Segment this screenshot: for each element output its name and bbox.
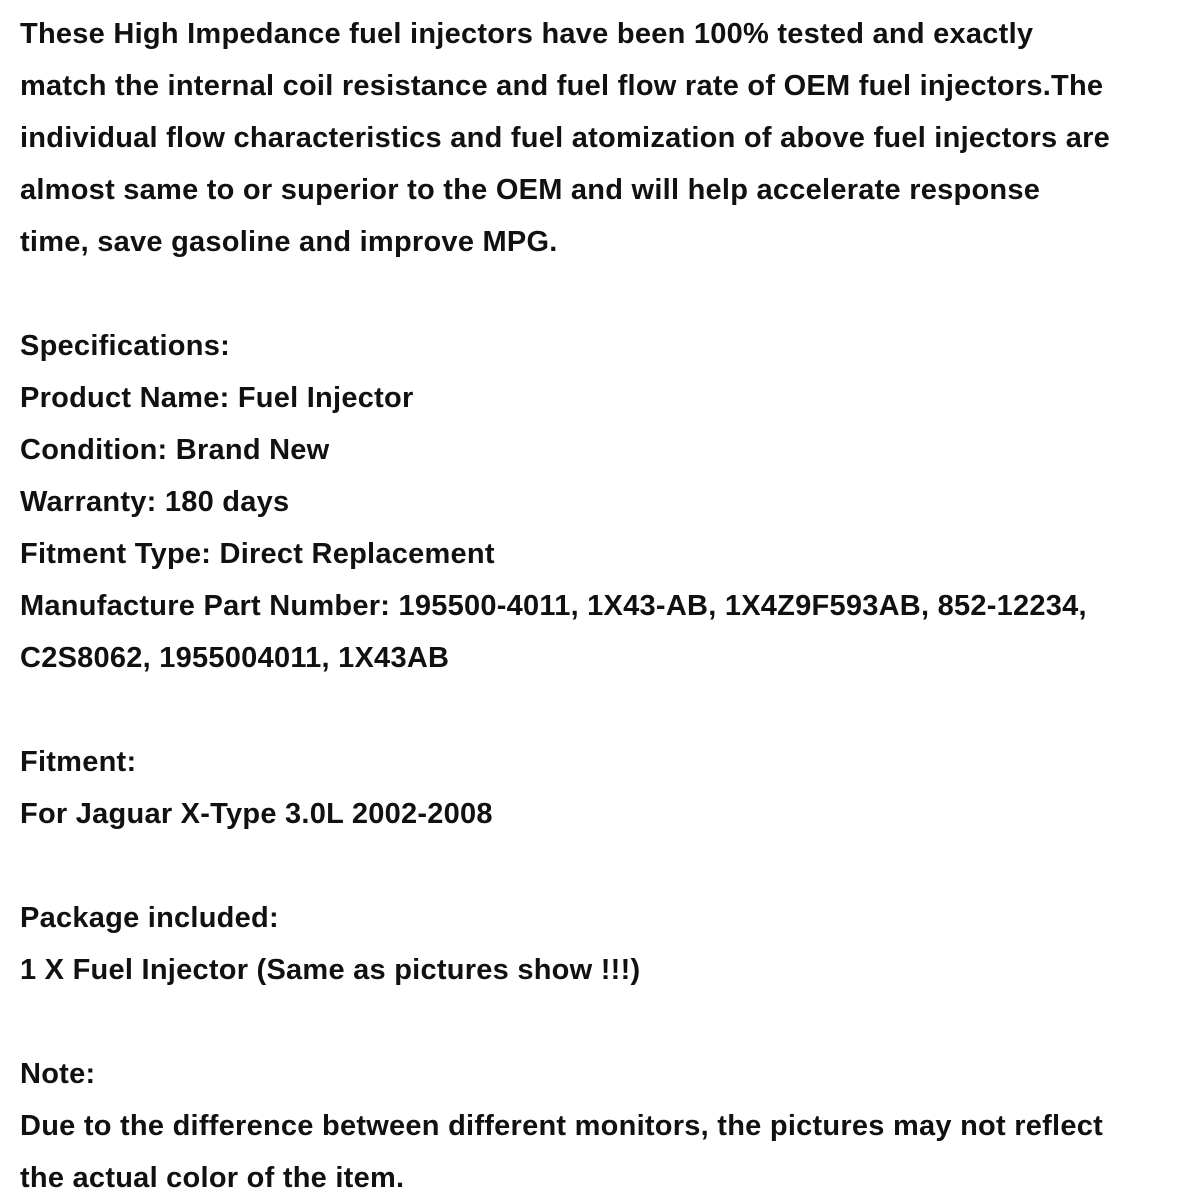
intro-line: time, save gasoline and improve MPG. [20, 226, 558, 258]
section-spacer [20, 268, 1195, 320]
product-description [20, 8, 1195, 1204]
package-heading: Package included: [20, 902, 279, 934]
spec-condition: Condition: Brand New [20, 434, 330, 466]
intro-line: These High Impedance fuel injectors have been 100% tested and exactly [20, 18, 1034, 50]
section-spacer [20, 996, 1195, 1048]
spec-warranty: Warranty: 180 days [20, 486, 290, 518]
intro-paragraph [20, 8, 1195, 268]
spec-part-numbers: Manufacture Part Number: 195500-4011, 1X43-AB, 1X4Z9F593AB, 852-12234, [20, 590, 1087, 622]
fitment-heading: Fitment: [20, 746, 137, 778]
spec-product-name: Product Name: Fuel Injector [20, 382, 414, 414]
section-spacer [20, 684, 1195, 736]
note-section [20, 1048, 1195, 1204]
specifications-heading: Specifications: [20, 330, 231, 362]
fitment-vehicle: For Jaguar X-Type 3.0L 2002-2008 [20, 798, 493, 830]
spec-part-numbers-continued: C2S8062, 1955004011, 1X43AB [20, 642, 450, 674]
package-section [20, 892, 1195, 996]
note-text: Due to the difference between different monitors, the pictures may not reflect [20, 1110, 1104, 1142]
fitment-section [20, 736, 1195, 840]
spec-fitment-type: Fitment Type: Direct Replacement [20, 538, 495, 570]
note-heading: Note: [20, 1058, 96, 1090]
intro-line: individual flow characteristics and fuel atomization of above fuel injectors are [20, 122, 1111, 154]
note-text-continued: the actual color of the item. [20, 1162, 405, 1194]
section-spacer [20, 840, 1195, 892]
intro-line: match the internal coil resistance and fuel flow rate of OEM fuel injectors.The [20, 70, 1104, 102]
specifications-section [20, 320, 1195, 684]
package-contents: 1 X Fuel Injector (Same as pictures show !!!) [20, 954, 641, 986]
intro-line: almost same to or superior to the OEM and will help accelerate response [20, 174, 1041, 206]
